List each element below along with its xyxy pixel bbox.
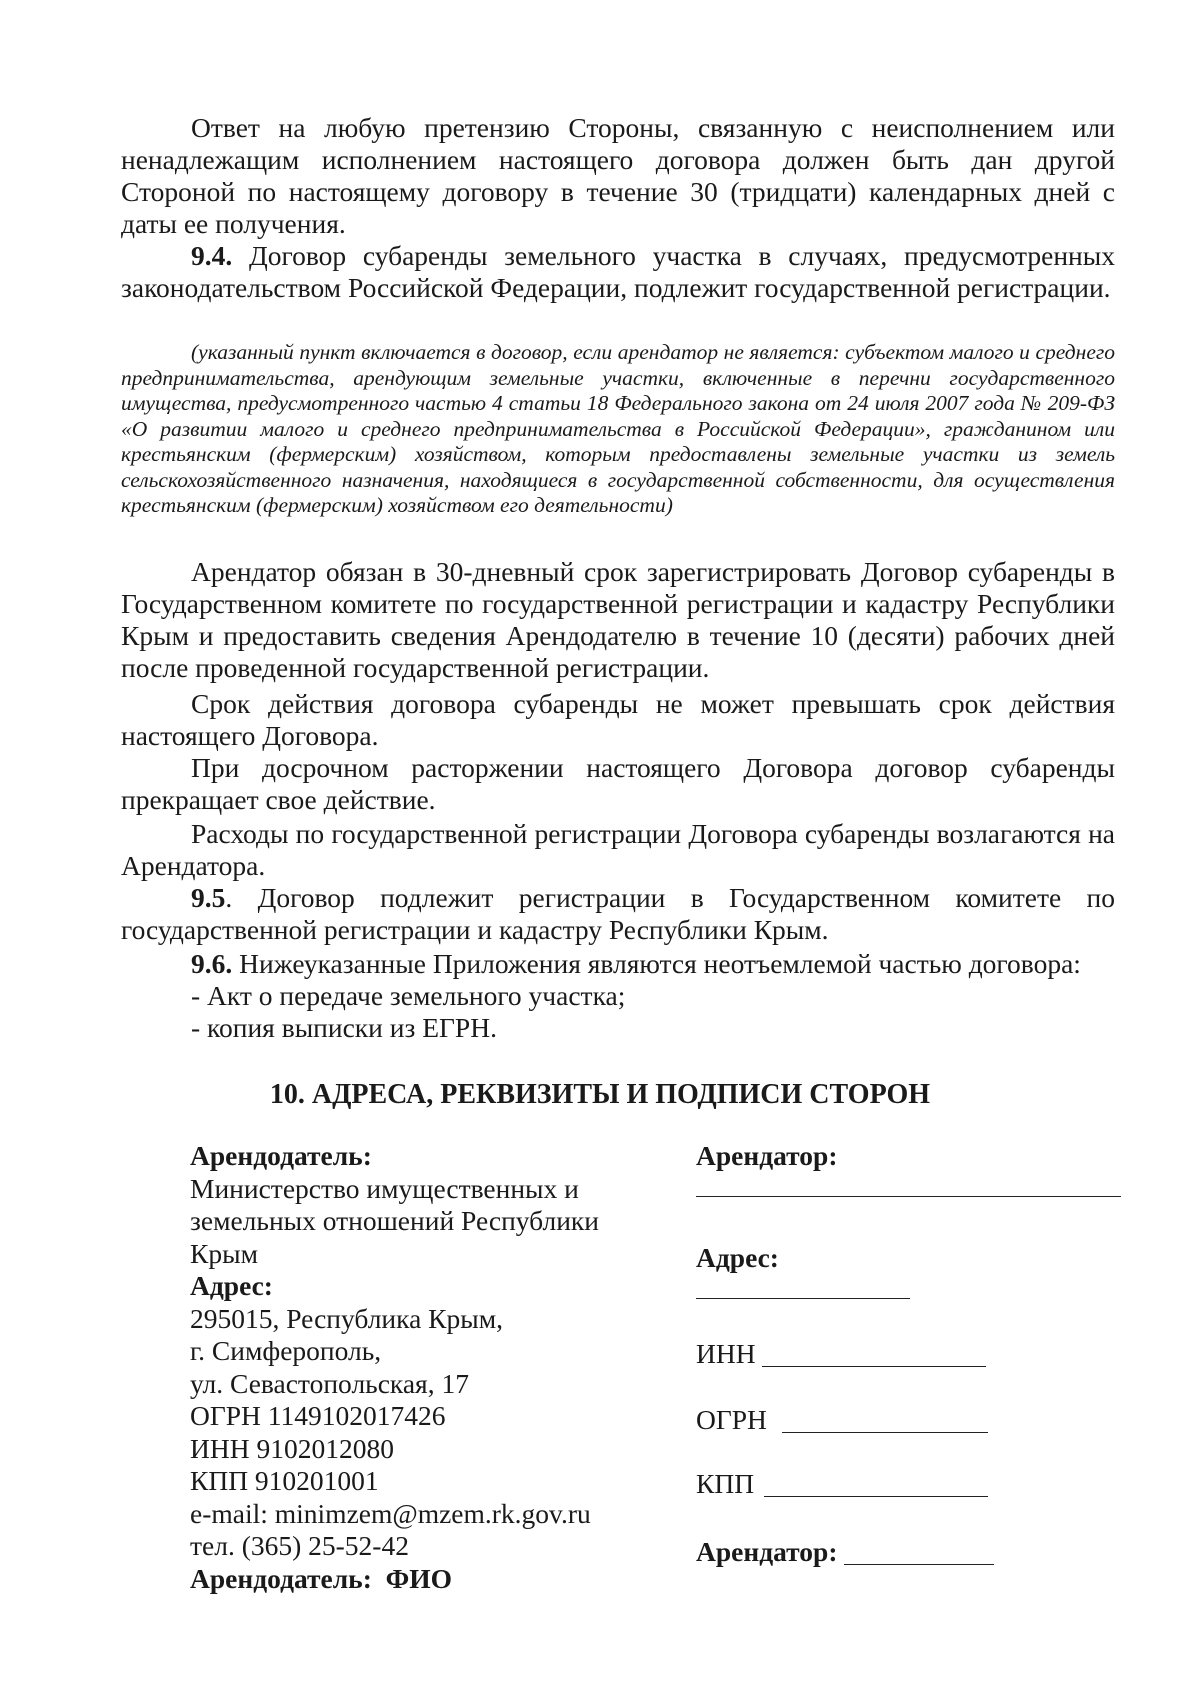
tenant-ogrn-line: [782, 1432, 988, 1433]
tenant-address-line: [696, 1298, 910, 1299]
landlord-email: e-mail: minimzem@mzem.rk.gov.ru: [190, 1497, 591, 1529]
tenant-ogrn-label: ОГРН: [696, 1404, 767, 1435]
tenant-inn-label: ИНН: [696, 1338, 756, 1369]
clause-9-4-number: 9.4.: [191, 240, 233, 271]
sublease-registration-paragraph: Арендатор обязан в 30-дневный срок зарегистрировать Договор субаренды в Государственном комитете по государственной регистрации и кадастру Республики Крым и предоставить сведения Арендодателю в течение 10 (десяти) рабочих дней после проведенной государственной регистрации.: [121, 556, 1115, 683]
clause-9-6-text: Нижеуказанные Приложения являются неотъемлемой частью договора:: [232, 948, 1081, 979]
registration-expenses-paragraph: Расходы по государственной регистрации Договора субаренды возлагаются на Арендатора.: [121, 818, 1115, 881]
landlord-inn: ИНН 9102012080: [190, 1432, 394, 1464]
landlord-name-line: Крым: [190, 1237, 258, 1269]
early-termination-paragraph: При досрочном расторжении настоящего Договора договор субаренды прекращает свое действие.: [121, 752, 1115, 815]
landlord-address-line: ул. Севастопольская, 17: [190, 1367, 469, 1399]
landlord-name-line: земельных отношений Республики: [190, 1205, 599, 1236]
clause-9-5-number: 9.5: [191, 882, 226, 913]
tenant-label: Арендатор:: [696, 1140, 838, 1171]
tenant-name-line: [696, 1196, 1121, 1197]
clause-9-4-text: Договор субаренды земельного участка в случаях, предусмотренных законодательством Российской Федерации, подлежит государственной регистрации.: [121, 240, 1115, 303]
tenant-address-label: Адрес:: [696, 1242, 779, 1273]
claim-response-paragraph: Ответ на любую претензию Стороны, связанную с неисполнением или ненадлежащим исполнением настоящего договора должен быть дан другой Стороной по настоящему договору в течение 30 (тридцати) календарных дней с даты ее получения.: [121, 112, 1115, 239]
landlord-name-line: Министерство имущественных и: [190, 1172, 579, 1204]
tenant-kpp-line: [764, 1496, 988, 1497]
clause-9-4-paragraph: [121, 240, 1115, 304]
landlord-address-line: г. Симферополь,: [190, 1335, 382, 1366]
tenant-signature-label: Арендатор:: [696, 1536, 838, 1567]
tenant-inn-line: [762, 1366, 986, 1367]
landlord-phone: тел. (365) 25-52-42: [190, 1530, 409, 1561]
clause-9-5-text: . Договор подлежит регистрации в Государственном комитете по государственной регистрации и кадастру Республики Крым.: [121, 882, 1115, 945]
landlord-kpp: КПП 910201001: [190, 1465, 379, 1496]
landlord-signature: Арендодатель: ФИО: [190, 1562, 453, 1594]
landlord-ogrn: ОГРН 1149102017426: [190, 1400, 446, 1431]
tenant-kpp-label: КПП: [696, 1468, 755, 1499]
appendix-item: - Акт о передаче земельного участка;: [191, 980, 626, 1011]
tenant-signature-line: [844, 1564, 994, 1565]
sublease-term-paragraph: Срок действия договора субаренды не может превышать срок действия настоящего Договора.: [121, 688, 1115, 751]
clause-9-5-paragraph: [121, 882, 1115, 946]
landlord-address-label: Адрес:: [190, 1270, 273, 1301]
clause-9-6-paragraph: [121, 948, 1115, 980]
clause-9-6-number: 9.6.: [191, 948, 233, 979]
landlord-label: Арендодатель:: [190, 1140, 372, 1171]
section-heading: 10. АДРЕСА, РЕКВИЗИТЫ И ПОДПИСИ СТОРОН: [269, 1079, 931, 1110]
clause-9-4-note: (указанный пункт включается в договор, если арендатор не является: субъектом малого и среднего предпринимательства, арендующим земельные участки, включенные в перечни государственного имущества, предусмотренного частью 4 статьи 18 Федерального закона от 24 июля 2007 года № 209-ФЗ «О развитии малого и среднего предпринимательства в Российской Федерации», гражданином или крестьянским (фермерским) хозяйством, которым предоставлены земельные участки из земель сельскохозяйственного назначения, находящиеся в государственной собственности, для осуществления крестьянским (фермерским) хозяйством его деятельности): [121, 340, 1115, 517]
appendix-item: - копия выписки из ЕГРН.: [191, 1012, 497, 1043]
landlord-address-line: 295015, Республика Крым,: [190, 1302, 504, 1334]
landlord-block: [190, 1140, 660, 1595]
